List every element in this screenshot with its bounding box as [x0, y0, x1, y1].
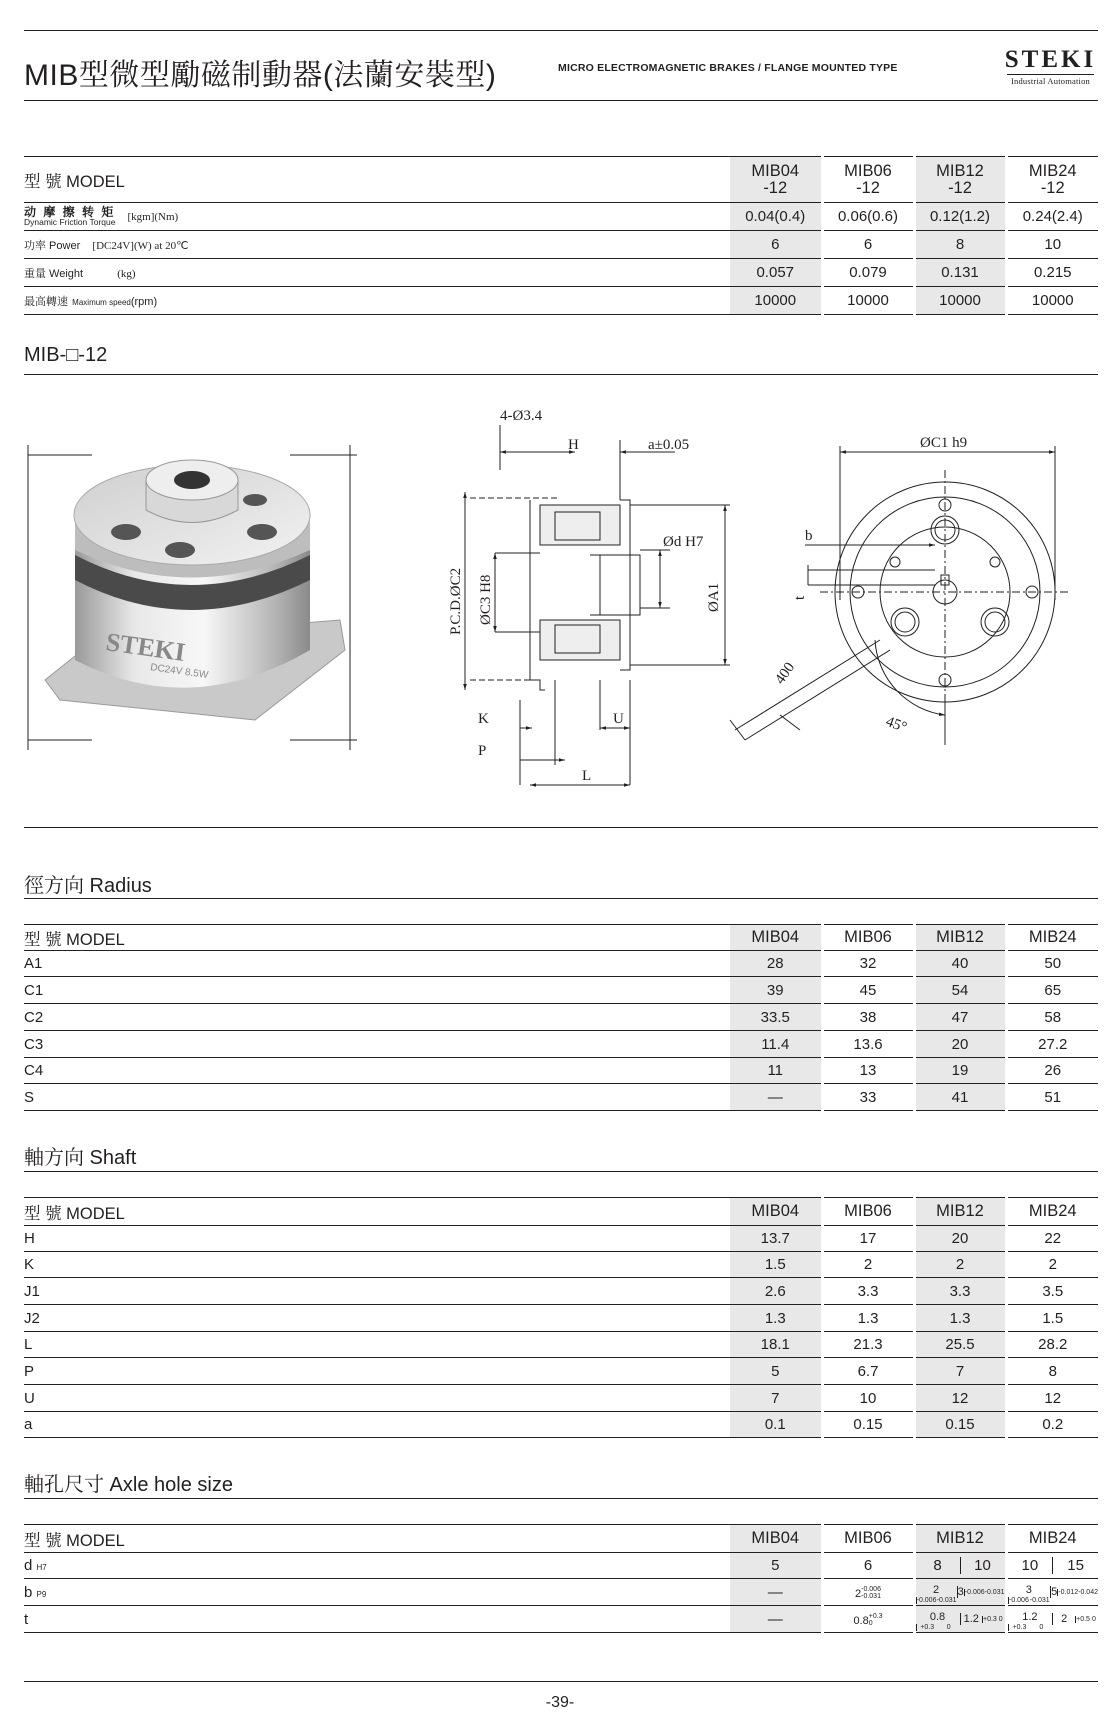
spec-weight-row: [24, 259, 1098, 287]
weight-label: 重量 Weight: [24, 268, 84, 280]
shaft-a-06: 0.15: [822, 1412, 914, 1438]
shaft-label-L: L: [24, 1332, 730, 1358]
shaft-label-J2: J2: [24, 1305, 730, 1332]
shaft-header-row: [24, 1198, 1098, 1226]
axle-t-04: —: [730, 1606, 822, 1633]
radius-row-C2: [24, 1004, 1098, 1031]
shaft-J1-12: 3.3: [914, 1278, 1006, 1305]
shaft-table: [24, 1197, 1098, 1438]
power-unit: [DC24V](W) at 20℃: [92, 240, 189, 252]
axle-t-24a: 1.2: [1022, 1611, 1038, 1623]
radius-C4-24: 26: [1006, 1058, 1098, 1084]
shaft-label-U: U: [24, 1385, 730, 1412]
shaft-model-label: 型 號 MODEL: [24, 1198, 730, 1226]
power-06: 6: [822, 231, 914, 259]
radius-A1-24: 50: [1006, 951, 1098, 977]
radius-C3-24: 27.2: [1006, 1031, 1098, 1058]
shaft-P-24: 8: [1006, 1358, 1098, 1385]
axle-b-12a: 2: [933, 1584, 940, 1596]
shaft-H-24: 22: [1006, 1226, 1098, 1252]
radius-row-C3: [24, 1031, 1098, 1058]
spec-model-label: 型 號 MODEL: [24, 157, 730, 203]
shaft-U-24: 12: [1006, 1385, 1098, 1412]
radius-label-C2: C2: [24, 1004, 730, 1031]
shaft-model-24: MIB24: [1006, 1198, 1098, 1226]
power-label: 功率 Power: [24, 240, 81, 252]
shaft-J2-24: 1.5: [1006, 1305, 1098, 1332]
axle-t-24b-up: +0.5: [1076, 1615, 1090, 1623]
weight-06: 0.079: [822, 259, 914, 287]
radius-C4-12: 19: [914, 1058, 1006, 1084]
radius-C2-04: 33.5: [730, 1004, 822, 1031]
shaft-row-K: [24, 1252, 1098, 1278]
label-45: 45°: [883, 713, 909, 736]
shaft-L-06: 21.3: [822, 1332, 914, 1358]
axle-t-12b-up: +0.3: [983, 1615, 997, 1623]
radius-C1-06: 45: [822, 977, 914, 1004]
radius-row-C4: [24, 1058, 1098, 1084]
label-C1: ØC1 h9: [920, 435, 968, 451]
radius-model-24: MIB24: [1006, 925, 1098, 951]
label-L: L: [582, 768, 592, 784]
axle-row-d: [24, 1553, 1098, 1579]
axle-label-d-sub: H7: [36, 1563, 47, 1572]
axle-t-06: 0.8: [853, 1614, 869, 1627]
axle-table: [24, 1524, 1098, 1633]
torque-label-en: Dynamic Friction Torque: [24, 216, 116, 227]
shaft-row-L: [24, 1332, 1098, 1358]
radius-A1-12: 40: [914, 951, 1006, 977]
label-d: Ød H7: [663, 534, 704, 550]
shaft-K-24: 2: [1006, 1252, 1098, 1278]
label-4holes: 4-Ø3.4: [500, 408, 543, 424]
radius-title-rule: [24, 898, 1098, 899]
label-b: b: [805, 528, 813, 544]
torque-unit: [kgm](Nm): [127, 210, 179, 223]
axle-b-24b-up: -0.012: [1058, 1588, 1079, 1596]
shaft-a-12: 0.15: [914, 1412, 1006, 1438]
footer-rule: [24, 1681, 1098, 1682]
axle-b-12b: 3: [957, 1586, 964, 1598]
shaft-title-rule: [24, 1171, 1098, 1172]
shaft-H-06: 17: [822, 1226, 914, 1252]
shaft-model-04: MIB04: [730, 1198, 822, 1226]
spec-power-row: [24, 231, 1098, 259]
speed-unit: (rpm): [130, 296, 158, 308]
shaft-a-24: 0.2: [1006, 1412, 1098, 1438]
radius-S-12: 41: [914, 1084, 1006, 1111]
shaft-label-K: K: [24, 1252, 730, 1278]
radius-S-04: —: [730, 1084, 822, 1111]
label-C3: ØC3 H8: [478, 574, 494, 625]
radius-row-S: [24, 1084, 1098, 1111]
axle-b-24a-lo: -0.031: [1029, 1597, 1050, 1604]
radius-S-06: 33: [822, 1084, 914, 1111]
label-H: H: [568, 437, 579, 453]
shaft-L-12: 25.5: [914, 1332, 1006, 1358]
drawing-bottom-rule: [24, 827, 1098, 828]
axle-b-12b-up: -0.006: [964, 1588, 985, 1596]
label-U: U: [613, 711, 624, 727]
shaft-J1-24: 3.5: [1006, 1278, 1098, 1305]
axle-b-06-up: -0.006: [861, 1585, 881, 1593]
shaft-model-12: MIB12: [914, 1198, 1006, 1226]
axle-b-24a: 3: [1025, 1584, 1032, 1596]
radius-table: [24, 924, 1098, 1111]
radius-model-04: MIB04: [730, 925, 822, 951]
page-subtitle: MICRO ELECTROMAGNETIC BRAKES / FLANGE MOUNTED TYPE: [558, 62, 898, 74]
spec-header-row: [24, 157, 1098, 203]
shaft-L-24: 28.2: [1006, 1332, 1098, 1358]
radius-C1-12: 54: [914, 977, 1006, 1004]
radius-C3-04: 11.4: [730, 1031, 822, 1058]
shaft-P-12: 7: [914, 1358, 1006, 1385]
shaft-U-06: 10: [822, 1385, 914, 1412]
axle-b-04: —: [730, 1579, 822, 1606]
shaft-U-12: 12: [914, 1385, 1006, 1412]
top-rule: [24, 30, 1098, 31]
radius-C3-12: 20: [914, 1031, 1006, 1058]
spec-table: [24, 156, 1098, 315]
product-brand-text: STEKI: [104, 627, 187, 668]
radius-C1-24: 65: [1006, 977, 1098, 1004]
shaft-row-U: [24, 1385, 1098, 1412]
axle-b-12a-up: -0.006: [916, 1597, 937, 1604]
header-rule: [24, 100, 1098, 101]
radius-C2-12: 47: [914, 1004, 1006, 1031]
radius-label-C4: C4: [24, 1058, 730, 1084]
axle-label-d: d: [24, 1557, 33, 1574]
axle-t-12a-lo: 0: [946, 1624, 951, 1631]
shaft-H-12: 20: [914, 1226, 1006, 1252]
axle-b-06-lo: -0.031: [861, 1592, 881, 1600]
axle-t-12a: 0.8: [929, 1611, 946, 1623]
radius-A1-06: 32: [822, 951, 914, 977]
series-title: MIB-□-12: [24, 344, 108, 366]
axle-t-24b-lo: 0: [1092, 1615, 1096, 1623]
logo-tagline: Industrial Automation: [1010, 76, 1091, 86]
shaft-J2-12: 1.3: [914, 1305, 1006, 1332]
shaft-row-J1: [24, 1278, 1098, 1305]
spec-torque-row: [24, 203, 1098, 231]
axle-b-24b: 5: [1051, 1586, 1058, 1598]
axle-model-12: MIB12: [914, 1525, 1006, 1553]
logo-wordmark: STEKI: [1004, 46, 1097, 73]
spec-model-24: MIB24 -12: [1006, 157, 1098, 203]
axle-label-b: b: [24, 1583, 33, 1601]
axle-d-12b: 10: [960, 1557, 1005, 1574]
radius-C3-06: 13.6: [822, 1031, 914, 1058]
torque-label-cn: 动 摩 擦 转 矩: [24, 204, 116, 219]
radius-label-C3: C3: [24, 1031, 730, 1058]
axle-row-b: [24, 1579, 1098, 1606]
shaft-U-04: 7: [730, 1385, 822, 1412]
torque-04: 0.04(0.4): [730, 203, 822, 231]
product-photo: [28, 445, 357, 750]
axle-model-06: MIB06: [822, 1525, 914, 1553]
axle-label-b-sub: P9: [36, 1589, 47, 1599]
shaft-K-04: 1.5: [730, 1252, 822, 1278]
shaft-J2-06: 1.3: [822, 1305, 914, 1332]
spec-speed-row: [24, 287, 1098, 315]
shaft-J1-06: 3.3: [822, 1278, 914, 1305]
radius-C4-04: 11: [730, 1058, 822, 1084]
torque-06: 0.06(0.6): [822, 203, 914, 231]
label-pcd: P.C.D.ØC2: [448, 567, 464, 635]
axle-row-t: [24, 1606, 1098, 1633]
radius-model-06: MIB06: [822, 925, 914, 951]
radius-C2-24: 58: [1006, 1004, 1098, 1031]
axle-d-24b: 15: [1052, 1557, 1098, 1574]
label-t: t: [792, 595, 808, 600]
label-P: P: [478, 743, 487, 759]
shaft-row-P: [24, 1358, 1098, 1385]
axle-model-24: MIB24: [1006, 1525, 1098, 1553]
axle-d-24a: 10: [1021, 1557, 1039, 1574]
axle-b-06: 2: [855, 1587, 862, 1600]
series-rule: [24, 374, 1098, 375]
radius-C1-04: 39: [730, 977, 822, 1004]
shaft-K-06: 2: [822, 1252, 914, 1278]
axle-t-24b: 2: [1061, 1613, 1068, 1625]
axle-title: 軸孔尺寸 Axle hole size: [24, 1474, 233, 1496]
radius-C4-06: 13: [822, 1058, 914, 1084]
label-400: 400: [772, 659, 799, 688]
axle-t-24a-lo: 0: [1039, 1624, 1044, 1631]
torque-12: 0.12(1.2): [914, 203, 1006, 231]
axle-model-04: MIB04: [730, 1525, 822, 1553]
side-view-labels: [448, 408, 722, 784]
radius-label-A1: A1: [24, 951, 730, 977]
label-A1: ØA1: [706, 582, 722, 612]
shaft-J2-04: 1.3: [730, 1305, 822, 1332]
axle-d-12a: 8: [933, 1557, 942, 1574]
radius-model-12: MIB12: [914, 925, 1006, 951]
axle-header-row: [24, 1525, 1098, 1553]
axle-label-t: t: [24, 1606, 730, 1633]
axle-b-12a-lo: -0.031: [936, 1597, 957, 1604]
axle-b-24b-lo: -0.042: [1078, 1588, 1098, 1596]
page-title: MIB型微型勵磁制動器(法蘭安裝型): [24, 59, 497, 92]
radius-label-S: S: [24, 1084, 730, 1111]
axle-t-06-up: +0.3: [868, 1612, 883, 1620]
shaft-row-a: [24, 1412, 1098, 1438]
axle-model-label: 型 號 MODEL: [24, 1525, 730, 1553]
speed-24: 10000: [1006, 287, 1098, 315]
shaft-label-a: a: [24, 1412, 730, 1438]
radius-C2-06: 38: [822, 1004, 914, 1031]
radius-model-label: 型 號 MODEL: [24, 925, 730, 951]
spec-model-06: MIB06 -12: [822, 157, 914, 203]
shaft-model-06: MIB06: [822, 1198, 914, 1226]
speed-label-en: Maximum speed: [72, 298, 131, 307]
logo-rule: [1007, 74, 1094, 75]
shaft-title: 軸方向 Shaft: [24, 1147, 137, 1169]
shaft-a-04: 0.1: [730, 1412, 822, 1438]
speed-12: 10000: [914, 287, 1006, 315]
axle-t-06-lo: 0: [868, 1619, 873, 1627]
radius-A1-04: 28: [730, 951, 822, 977]
shaft-row-J2: [24, 1305, 1098, 1332]
page-number: -39-: [545, 1694, 575, 1711]
axle-b-24a-up: -0.006: [1008, 1597, 1029, 1604]
axle-d-04: 5: [730, 1553, 822, 1579]
speed-label-cn: 最高轉速: [24, 296, 68, 308]
radius-row-C1: [24, 977, 1098, 1004]
radius-label-C1: C1: [24, 977, 730, 1004]
label-K: K: [478, 711, 489, 727]
axle-t-12b: 1.2: [963, 1613, 979, 1625]
technical-drawing: [0, 380, 1120, 820]
weight-24: 0.215: [1006, 259, 1098, 287]
spec-model-12: MIB12 -12: [914, 157, 1006, 203]
shaft-label-P: P: [24, 1358, 730, 1385]
torque-24: 0.24(2.4): [1006, 203, 1098, 231]
weight-12: 0.131: [914, 259, 1006, 287]
axle-d-06: 6: [822, 1553, 914, 1579]
weight-unit: (kg): [117, 268, 136, 280]
steki-logo: [1003, 47, 1098, 86]
shaft-P-04: 5: [730, 1358, 822, 1385]
radius-header-row: [24, 925, 1098, 951]
axle-t-12a-up: +0.3: [920, 1624, 935, 1631]
radius-S-24: 51: [1006, 1084, 1098, 1111]
axle-t-12b-lo: 0: [998, 1615, 1003, 1623]
shaft-label-H: H: [24, 1226, 730, 1252]
shaft-K-12: 2: [914, 1252, 1006, 1278]
label-a: a±0.05: [648, 437, 690, 453]
axle-title-rule: [24, 1498, 1098, 1499]
speed-06: 10000: [822, 287, 914, 315]
speed-04: 10000: [730, 287, 822, 315]
shaft-L-04: 18.1: [730, 1332, 822, 1358]
weight-04: 0.057: [730, 259, 822, 287]
torque-label: [24, 203, 730, 231]
side-section-view: [465, 425, 730, 785]
radius-title: 徑方向 Radius: [24, 875, 152, 897]
shaft-P-06: 6.7: [822, 1358, 914, 1385]
shaft-row-H: [24, 1226, 1098, 1252]
shaft-label-J1: J1: [24, 1278, 730, 1305]
front-view: [730, 446, 1070, 745]
axle-t-24a-up: +0.3: [1012, 1624, 1027, 1631]
axle-b-12b-lo: -0.031: [984, 1588, 1005, 1596]
power-04: 6: [730, 231, 822, 259]
product-rating-text: DC24V 8.5W: [149, 662, 209, 682]
shaft-J1-04: 2.6: [730, 1278, 822, 1305]
shaft-H-04: 13.7: [730, 1226, 822, 1252]
radius-row-A1: [24, 951, 1098, 977]
power-24: 10: [1006, 231, 1098, 259]
power-12: 8: [914, 231, 1006, 259]
spec-model-04: MIB04 -12: [730, 157, 822, 203]
